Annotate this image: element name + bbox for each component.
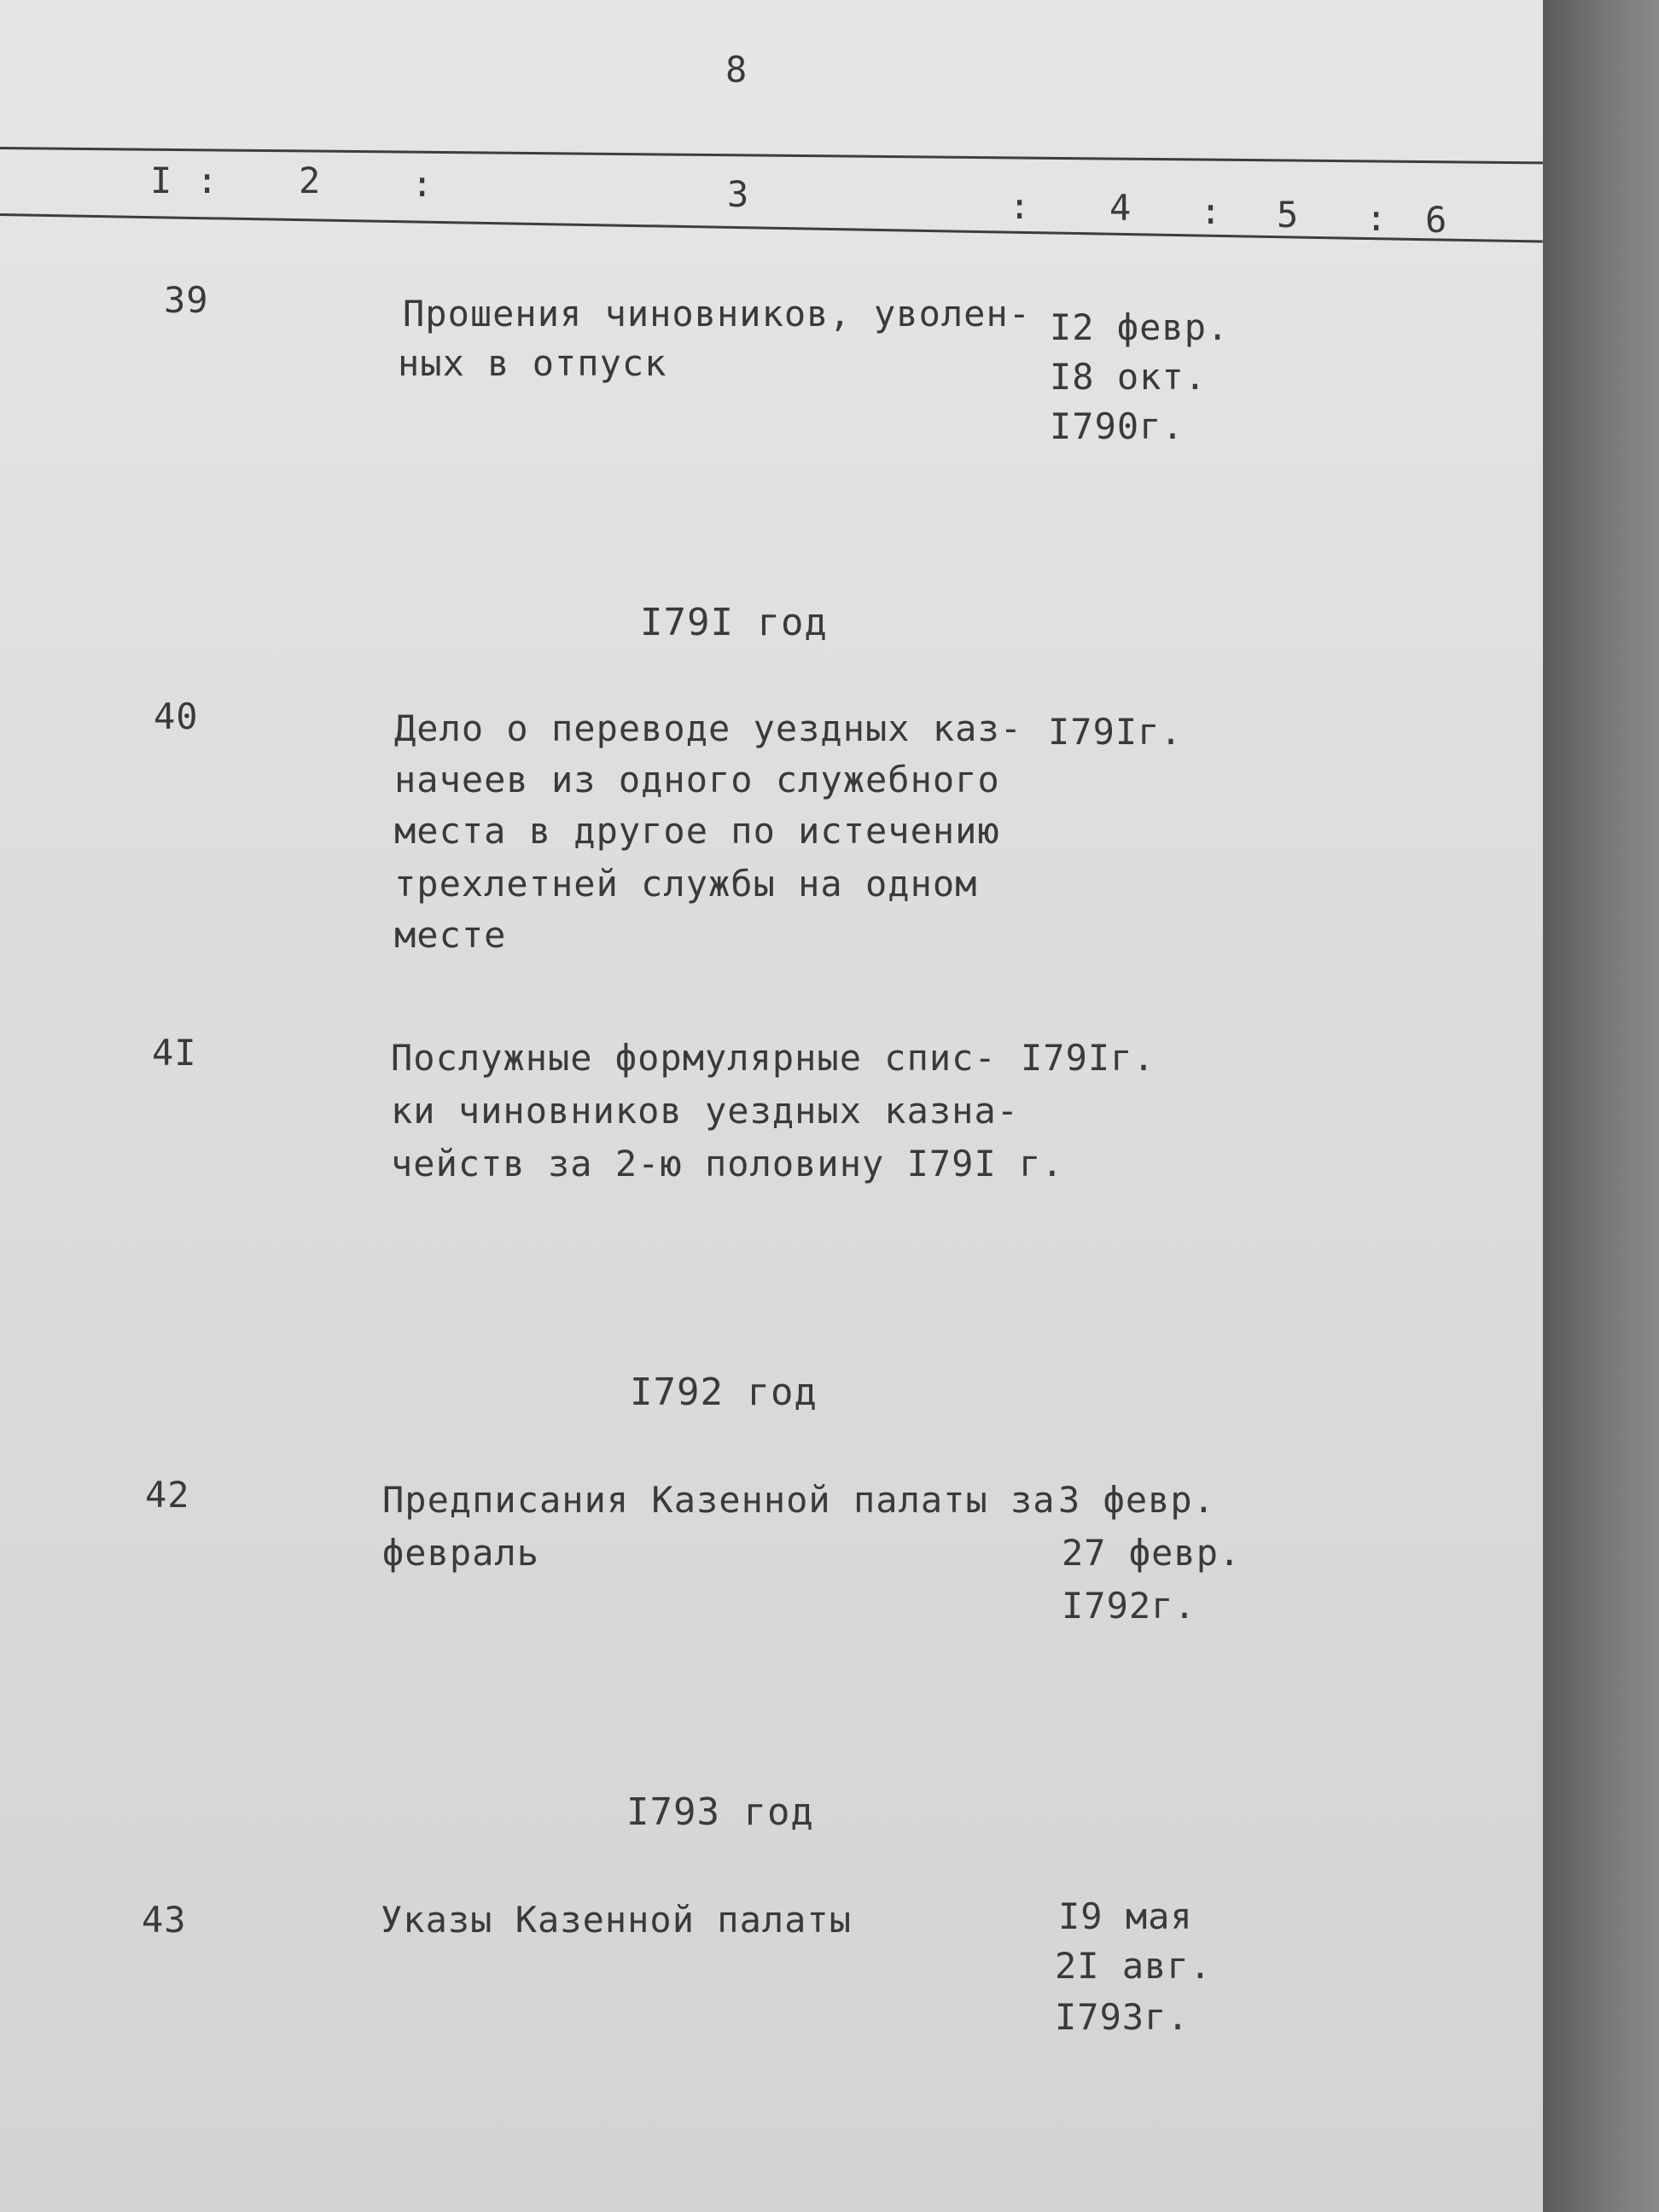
entry-date-line: I792г. [1062, 1585, 1196, 1627]
entry-date-line: I9 мая [1058, 1895, 1193, 1937]
entry-number: 4I [152, 1032, 197, 1074]
entry-title-line: трехлетней службы на одном [394, 863, 978, 905]
scan-background-edge [1543, 0, 1659, 2212]
column-separator: : [196, 160, 219, 201]
column-separator: : [1365, 197, 1388, 239]
entry-date-line: 3 февр. [1058, 1479, 1216, 1521]
entry-title-line: Предписания Казенной палаты за [382, 1479, 1056, 1521]
entry-date-line: I790г. [1050, 405, 1185, 447]
entry-title-line: места в другое по истечению [394, 810, 1000, 852]
entry-title-line: Прошения чиновников, уволен- [403, 293, 1032, 335]
column-header-3: 3 [727, 173, 750, 215]
entry-title-line: месте [394, 914, 507, 956]
entry-number: 40 [154, 696, 199, 737]
column-separator: : [1200, 190, 1223, 232]
entry-number: 43 [142, 1899, 187, 1941]
year-heading: I793 год [626, 1790, 814, 1834]
header-top-rule [0, 147, 1543, 164]
year-heading: I792 год [630, 1371, 818, 1414]
header-bottom-rule [0, 213, 1543, 243]
entry-title-line: Указы Казенной палаты [381, 1899, 853, 1941]
entry-date-line: I79Iг. [1021, 1037, 1155, 1079]
column-header-1: I [150, 160, 173, 201]
entry-title-line: ки чиновников уездных казна- [391, 1090, 1020, 1132]
entry-title-line: Послужные формулярные спис- [391, 1037, 997, 1079]
column-header-5: 5 [1277, 194, 1300, 236]
column-header-2: 2 [299, 160, 322, 201]
column-header-4: 4 [1109, 187, 1132, 229]
entry-date-line: 2I авг. [1055, 1945, 1213, 1987]
entry-date-line: I79Iг. [1048, 711, 1183, 753]
entry-title-line: чейств за 2-ю половину I79I г. [391, 1143, 1064, 1185]
entry-date-line: I793г. [1055, 1996, 1190, 2038]
entry-date-line: I2 февр. [1050, 306, 1230, 348]
column-separator: : [1009, 185, 1032, 227]
year-heading: I79I год [640, 601, 828, 644]
entry-title-line: начеев из одного служебного [394, 759, 1000, 800]
entry-date-line: I8 окт. [1050, 356, 1208, 398]
column-separator: : [411, 163, 434, 205]
entry-title-line: ных в отпуск [398, 342, 667, 384]
entry-title-line: Дело о переводе уездных каз- [394, 707, 1023, 749]
column-header-6: 6 [1425, 199, 1448, 241]
entry-title-line: февраль [382, 1532, 540, 1574]
page-number: 8 [725, 49, 748, 90]
entry-date-line: 27 февр. [1062, 1532, 1242, 1574]
entry-number: 39 [164, 279, 209, 321]
entry-number: 42 [145, 1474, 190, 1516]
